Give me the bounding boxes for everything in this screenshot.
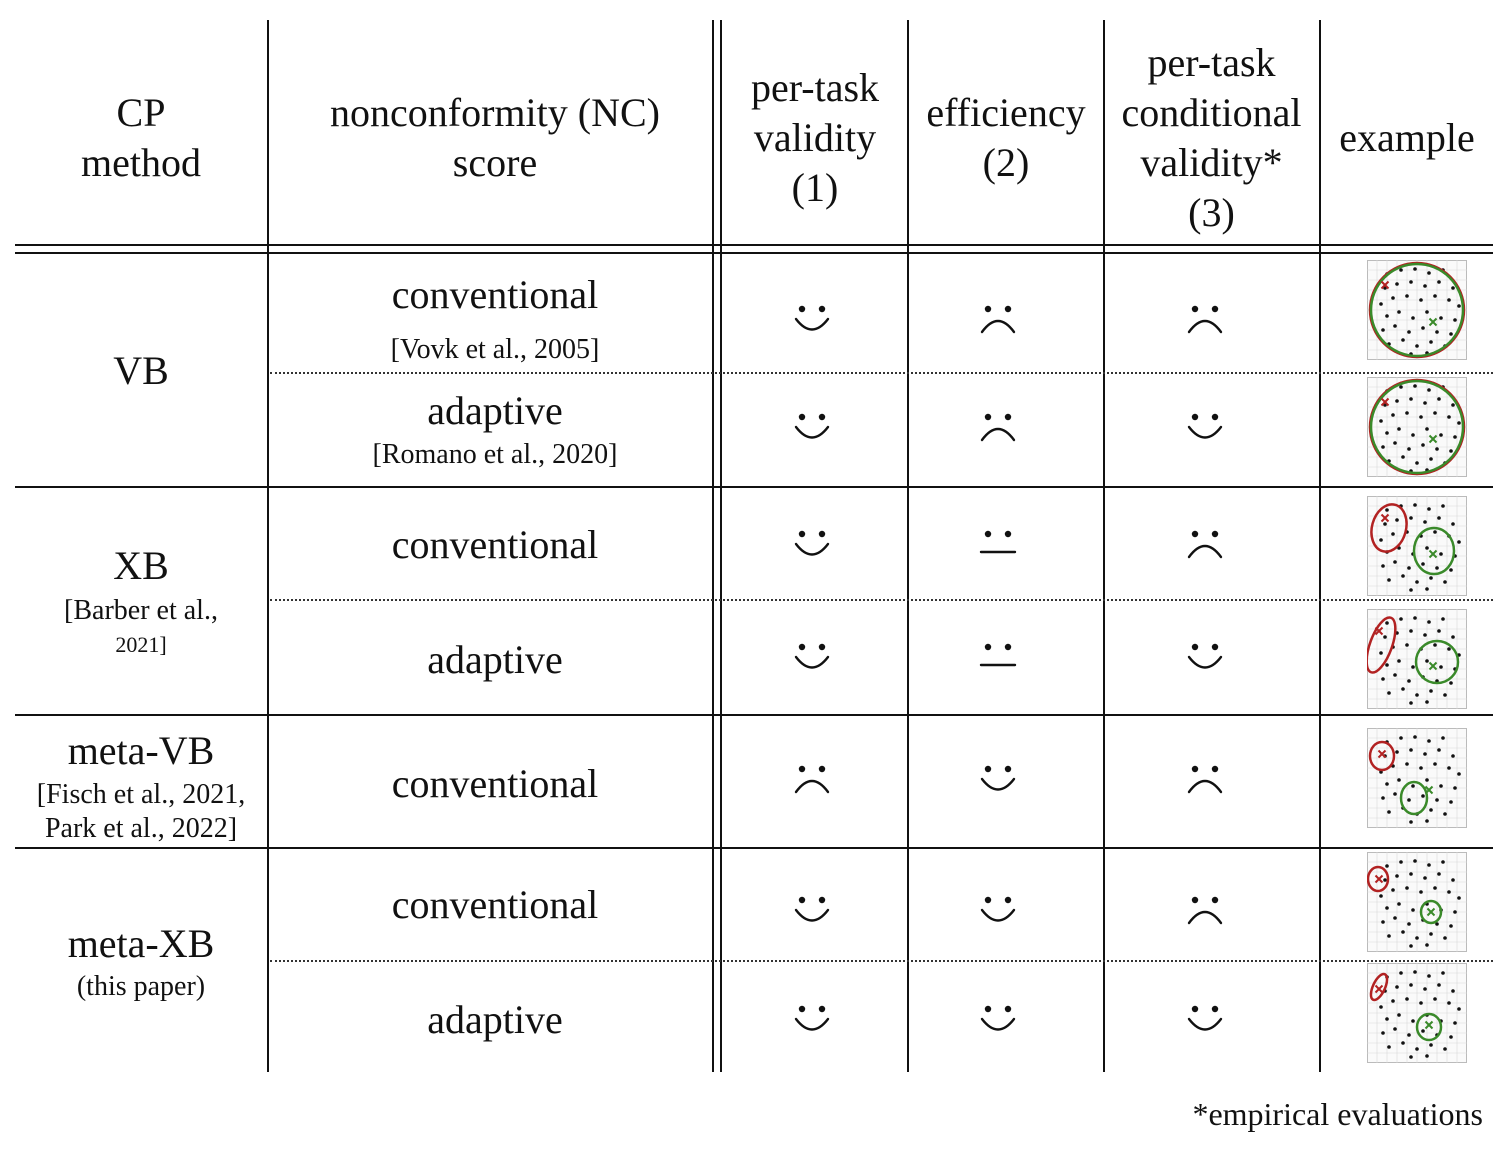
sample-point [1387,578,1391,582]
neutral-face-icon [976,638,1020,678]
sample-point [1439,433,1443,437]
sample-point [1425,659,1429,663]
sample-point [1399,971,1403,975]
sample-point [1385,663,1389,667]
sample-point [1405,886,1409,890]
sample-point [1423,876,1427,880]
sample-point [1411,665,1415,669]
sample-point [1449,800,1453,804]
sample-point [1457,421,1461,425]
sample-point [1429,932,1433,936]
sample-point [1387,810,1391,814]
smile-face-icon [790,525,834,565]
footnote: *empirical evaluations [1192,1096,1483,1132]
sample-point [1387,1045,1391,1049]
sample-point [1447,647,1451,651]
sample-point [1409,280,1413,284]
sample-point [1385,782,1389,786]
example-plot-metaxb-conventional [1367,852,1467,952]
sample-point [1411,784,1415,788]
sample-point [1391,999,1395,1003]
row-separator [270,960,1493,962]
sample-point [1447,766,1451,770]
sample-point [1423,633,1427,637]
sample-point [1437,872,1441,876]
sample-point [1421,326,1425,330]
smile-face-icon [790,638,834,678]
sample-point [1401,574,1405,578]
method-meta-xb-note: (this paper) [76,971,206,1002]
sample-point [1423,401,1427,405]
sample-point [1425,546,1429,550]
frown-face-icon [1183,300,1227,340]
sample-point [1405,997,1409,1001]
sample-point [1387,934,1391,938]
sample-point [1447,415,1451,419]
smile-face-icon [790,1000,834,1040]
sample-point [1419,890,1423,894]
sample-point [1449,924,1453,928]
sample-point [1409,872,1413,876]
sample-point [1425,778,1429,782]
sample-point [1425,310,1429,314]
sample-point [1427,271,1431,275]
col-divider [1103,20,1105,1072]
sample-point [1385,1017,1389,1021]
sample-point [1429,457,1433,461]
sample-point [1393,560,1397,564]
sample-point [1393,1027,1397,1031]
sample-point [1413,970,1417,974]
sample-point [1391,532,1395,536]
sample-point [1415,344,1419,348]
sample-point [1447,1001,1451,1005]
smile-face-icon [1183,1000,1227,1040]
sample-point [1393,324,1397,328]
sample-point [1393,916,1397,920]
header-example: example [1339,115,1475,160]
sample-point [1413,267,1417,271]
sample-point [1425,1054,1429,1058]
row-separator [270,599,1493,601]
sample-point [1429,808,1433,812]
col-divider [907,20,909,1072]
col-divider-double [720,20,722,1072]
sample-point [1415,461,1419,465]
sample-point [1437,629,1441,633]
sample-point [1451,403,1455,407]
sample-point [1423,987,1427,991]
frown-face-icon [1183,891,1227,931]
sample-point [1381,445,1385,449]
sample-point [1449,1035,1453,1039]
sample-point [1379,538,1383,542]
sample-point [1405,294,1409,298]
sample-point [1381,677,1385,681]
header-validity: per-task validity (1) [750,65,880,210]
sample-point [1441,617,1445,621]
frown-face-icon [1183,760,1227,800]
sample-point [1395,399,1399,403]
sample-point [1401,687,1405,691]
sample-point [1395,985,1399,989]
sample-point [1415,693,1419,697]
sample-point [1457,772,1461,776]
row-separator [270,372,1493,374]
sample-point [1433,886,1437,890]
sample-point [1399,860,1403,864]
sample-point [1401,930,1405,934]
sample-point [1391,888,1395,892]
sample-point [1405,411,1409,415]
smile-face-icon [976,1000,1020,1040]
score-label: adaptive [427,997,563,1042]
sample-point [1379,1005,1383,1009]
sample-point [1399,736,1403,740]
sample-point [1397,778,1401,782]
sample-point [1411,316,1415,320]
sample-point [1393,673,1397,677]
sample-point [1425,819,1429,823]
sample-point [1401,1041,1405,1045]
sample-point [1421,443,1425,447]
sample-point [1393,792,1397,796]
sample-point [1429,1043,1433,1047]
sample-point [1413,735,1417,739]
header-cp-method: CP method [81,90,201,185]
sample-point [1385,621,1389,625]
header-rule [15,252,1493,254]
sample-point [1397,427,1401,431]
sample-point [1383,635,1387,639]
group-rule [15,486,1493,488]
sample-point [1449,568,1453,572]
sample-point [1411,908,1415,912]
sample-point [1405,762,1409,766]
frown-face-icon [1183,525,1227,565]
sample-point [1379,419,1383,423]
header-rule [15,244,1493,246]
sample-point [1425,700,1429,704]
sample-point [1399,385,1403,389]
sample-point [1399,268,1403,272]
sample-point [1451,522,1455,526]
score-label: conventional [391,761,599,806]
sample-point [1451,286,1455,290]
sample-point [1413,384,1417,388]
sample-point [1439,552,1443,556]
sample-point [1383,522,1387,526]
sample-point [1413,503,1417,507]
sample-point [1437,280,1441,284]
sample-point [1391,296,1395,300]
sample-point [1411,433,1415,437]
sample-point [1385,864,1389,868]
sample-point [1423,752,1427,756]
sample-point [1415,1047,1419,1051]
method-meta-vb-citation: [Fisch et al., 2021, Park et al., 2022] [36,779,246,844]
sample-point [1385,431,1389,435]
sample-point [1429,576,1433,580]
sample-point [1437,516,1441,520]
sample-point [1433,294,1437,298]
sample-point [1407,1033,1411,1037]
sample-point [1425,587,1429,591]
sample-point [1409,748,1413,752]
neutral-face-icon [976,525,1020,565]
sample-point [1397,310,1401,314]
sample-point [1435,447,1439,451]
sample-point [1427,620,1431,624]
example-plot-xb-conventional [1367,496,1467,596]
example-plot-vb-conventional [1367,260,1467,360]
sample-point [1449,449,1453,453]
sample-point [1439,784,1443,788]
sample-point [1409,944,1413,948]
frown-face-icon [976,300,1020,340]
sample-point [1407,679,1411,683]
sample-point [1421,562,1425,566]
sample-point [1391,413,1395,417]
smile-face-icon [976,760,1020,800]
sample-point [1451,635,1455,639]
sample-point [1387,691,1391,695]
sample-point [1435,798,1439,802]
method-vb: VB [113,348,169,393]
sample-point [1441,860,1445,864]
sample-point [1443,1047,1447,1051]
example-plot-metaxb-adaptive [1367,963,1467,1063]
sample-point [1405,643,1409,647]
sample-point [1437,748,1441,752]
sample-point [1409,588,1413,592]
sample-point [1439,316,1443,320]
sample-point [1393,441,1397,445]
header-nc-score: nonconformity (NC) score [330,90,660,185]
sample-point [1379,302,1383,306]
score-label: conventional [391,882,599,927]
sample-point [1397,659,1401,663]
sample-point [1395,282,1399,286]
sample-point [1435,330,1439,334]
sample-point [1381,1031,1385,1035]
sample-point [1409,983,1413,987]
sample-point [1423,520,1427,524]
sample-point [1409,820,1413,824]
sample-point [1437,983,1441,987]
sample-point [1439,665,1443,669]
sample-point [1447,298,1451,302]
sample-point [1415,936,1419,940]
method-meta-xb: meta-XB [67,921,215,966]
sample-point [1441,971,1445,975]
sample-point [1395,874,1399,878]
smile-face-icon [790,891,834,931]
sample-point [1451,878,1455,882]
header-conditional-validity: per-task conditional validity* (3) [1121,40,1302,235]
sample-point [1453,910,1457,914]
method-xb-citation: [Barber et al., 2021] [64,595,218,657]
sample-point [1433,530,1437,534]
sample-point [1435,566,1439,570]
score-label: adaptive [427,388,563,433]
method-xb: XB [113,543,169,588]
sample-point [1411,1019,1415,1023]
sample-point [1401,455,1405,459]
sample-point [1399,617,1403,621]
sample-point [1419,766,1423,770]
sample-point [1415,580,1419,584]
sample-point [1413,616,1417,620]
sample-point [1409,629,1413,633]
sample-point [1419,415,1423,419]
sample-point [1457,896,1461,900]
sample-point [1451,989,1455,993]
sample-point [1449,681,1453,685]
sample-point [1383,878,1387,882]
group-rule [15,847,1493,849]
sample-point [1395,750,1399,754]
sample-point [1443,936,1447,940]
sample-point [1429,689,1433,693]
sample-point [1449,332,1453,336]
sample-point [1419,298,1423,302]
sample-point [1427,974,1431,978]
frown-face-icon [790,760,834,800]
sample-point [1413,859,1417,863]
sample-point [1379,651,1383,655]
sample-point [1407,566,1411,570]
sample-point [1381,328,1385,332]
sample-point [1425,943,1429,947]
sample-point [1457,304,1461,308]
smile-face-icon [790,300,834,340]
sample-point [1379,894,1383,898]
sample-point [1429,340,1433,344]
sample-point [1397,902,1401,906]
smile-face-icon [976,891,1020,931]
sample-point [1397,1013,1401,1017]
score-label: conventional [391,522,599,567]
sample-point [1409,397,1413,401]
sample-point [1437,397,1441,401]
example-plot-xb-adaptive [1367,609,1467,709]
sample-point [1443,580,1447,584]
sample-point [1385,906,1389,910]
smile-face-icon [1183,408,1227,448]
example-plot-metavb-conventional [1367,728,1467,828]
sample-point [1419,1001,1423,1005]
sample-point [1453,435,1457,439]
sample-point [1421,1029,1425,1033]
smile-face-icon [1183,638,1227,678]
example-plot-vb-adaptive [1367,377,1467,477]
sample-point [1385,314,1389,318]
sample-point [1453,1021,1457,1025]
sample-point [1425,427,1429,431]
sample-point [1381,564,1385,568]
col-divider [1319,20,1321,1072]
sample-point [1443,812,1447,816]
sample-point [1453,318,1457,322]
sample-point [1407,922,1411,926]
header-efficiency: efficiency (2) [926,90,1086,185]
sample-point [1441,504,1445,508]
sample-point [1395,518,1399,522]
sample-point [1409,701,1413,705]
group-rule [15,714,1493,716]
frown-face-icon [976,408,1020,448]
sample-point [1381,920,1385,924]
sample-point [1381,796,1385,800]
sample-point [1409,1055,1413,1059]
sample-point [1427,863,1431,867]
sample-point [1427,739,1431,743]
sample-point [1423,284,1427,288]
sample-point [1407,330,1411,334]
sample-point [1427,388,1431,392]
score-citation: [Romano et al., 2020] [372,439,618,470]
score-citation: [Vovk et al., 2005] [390,334,600,365]
smile-face-icon [790,408,834,448]
sample-point [1447,890,1451,894]
sample-point [1433,997,1437,1001]
sample-point [1385,508,1389,512]
sample-point [1407,798,1411,802]
score-label: adaptive [427,637,563,682]
sample-point [1457,540,1461,544]
score-label: conventional [391,272,599,317]
sample-point [1441,736,1445,740]
col-divider [267,20,269,1072]
sample-point [1433,762,1437,766]
method-meta-vb: meta-VB [67,728,215,773]
sample-point [1407,447,1411,451]
sample-point [1433,411,1437,415]
sample-point [1421,794,1425,798]
sample-point [1433,643,1437,647]
sample-point [1451,754,1455,758]
sample-point [1427,507,1431,511]
sample-point [1453,786,1457,790]
sample-point [1409,516,1413,520]
sample-point [1443,693,1447,697]
sample-point [1457,1007,1461,1011]
sample-point [1401,338,1405,342]
